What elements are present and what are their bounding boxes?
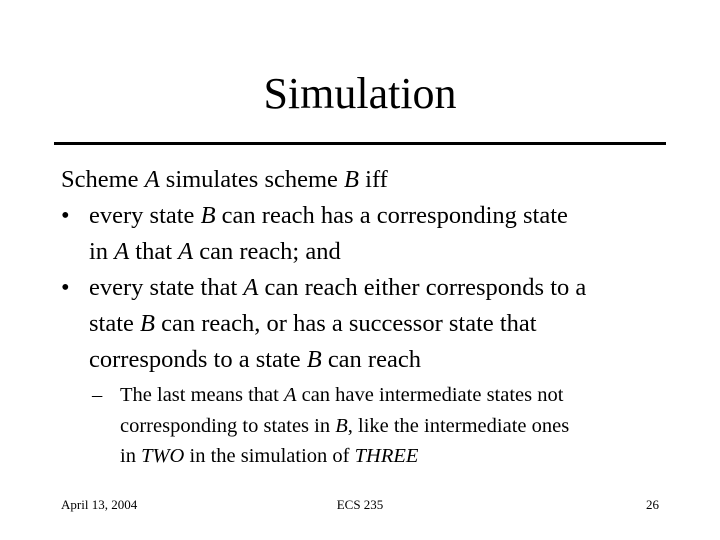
footer-date: April 13, 2004 — [61, 497, 138, 512]
variable: A — [243, 274, 259, 301]
text-run: in the simulation of — [184, 445, 355, 467]
text-run: iff — [359, 166, 388, 193]
variable: B — [140, 310, 155, 337]
text-run: every state — [89, 202, 201, 229]
sub-bullet — [92, 380, 692, 472]
page-number: 26 — [646, 497, 659, 512]
sub-bullet-line-3 — [92, 441, 692, 472]
title-divider — [54, 142, 666, 145]
text-run: can have intermediate states not — [296, 384, 564, 406]
text-run: corresponds to a state — [89, 346, 307, 373]
variable: A — [114, 238, 130, 265]
footer-course: ECS 235 — [336, 497, 384, 512]
text-run: , like the intermediate ones — [347, 414, 570, 437]
variable: B — [335, 414, 348, 437]
bullet-2-line-3 — [61, 342, 701, 378]
bullet-icon: • — [61, 274, 70, 301]
text-run: The last means that — [120, 384, 284, 406]
intro-line — [61, 162, 701, 198]
text-run: Scheme — [61, 166, 145, 193]
dash-icon: – — [92, 384, 103, 406]
variable: A — [283, 384, 297, 406]
text-run: can reach — [321, 346, 421, 373]
slide-body — [61, 162, 701, 378]
variable: A — [144, 166, 160, 193]
variable: THREE — [354, 445, 419, 467]
text-run: can reach has a corresponding state — [215, 202, 568, 229]
text-run: state — [89, 310, 141, 337]
variable: A — [178, 238, 194, 265]
text-run: can reach either corresponds to a — [258, 274, 587, 301]
text-run: simulates scheme — [159, 166, 345, 193]
bullet-1-line-1 — [61, 198, 701, 234]
text-run: can reach; and — [193, 238, 341, 265]
text-run: corresponding to states in — [120, 414, 336, 437]
text-run: every state that — [89, 274, 244, 301]
variable: B — [306, 346, 322, 373]
text-run: can reach, or has a successor state that — [155, 310, 537, 337]
variable: TWO — [141, 445, 185, 467]
sub-bullet-line-2 — [92, 411, 692, 442]
variable: B — [344, 166, 360, 193]
text-run: that — [129, 238, 179, 265]
bullet-2-line-2 — [61, 306, 701, 342]
text-run: in — [120, 445, 142, 467]
sub-bullet-line-1 — [92, 380, 692, 411]
bullet-icon: • — [61, 202, 70, 229]
slide-title: Simulation — [263, 69, 457, 118]
bullet-1-line-2 — [61, 234, 701, 270]
variable: B — [200, 202, 216, 229]
text-run: in — [89, 238, 115, 265]
bullet-2-line-1 — [61, 270, 701, 306]
